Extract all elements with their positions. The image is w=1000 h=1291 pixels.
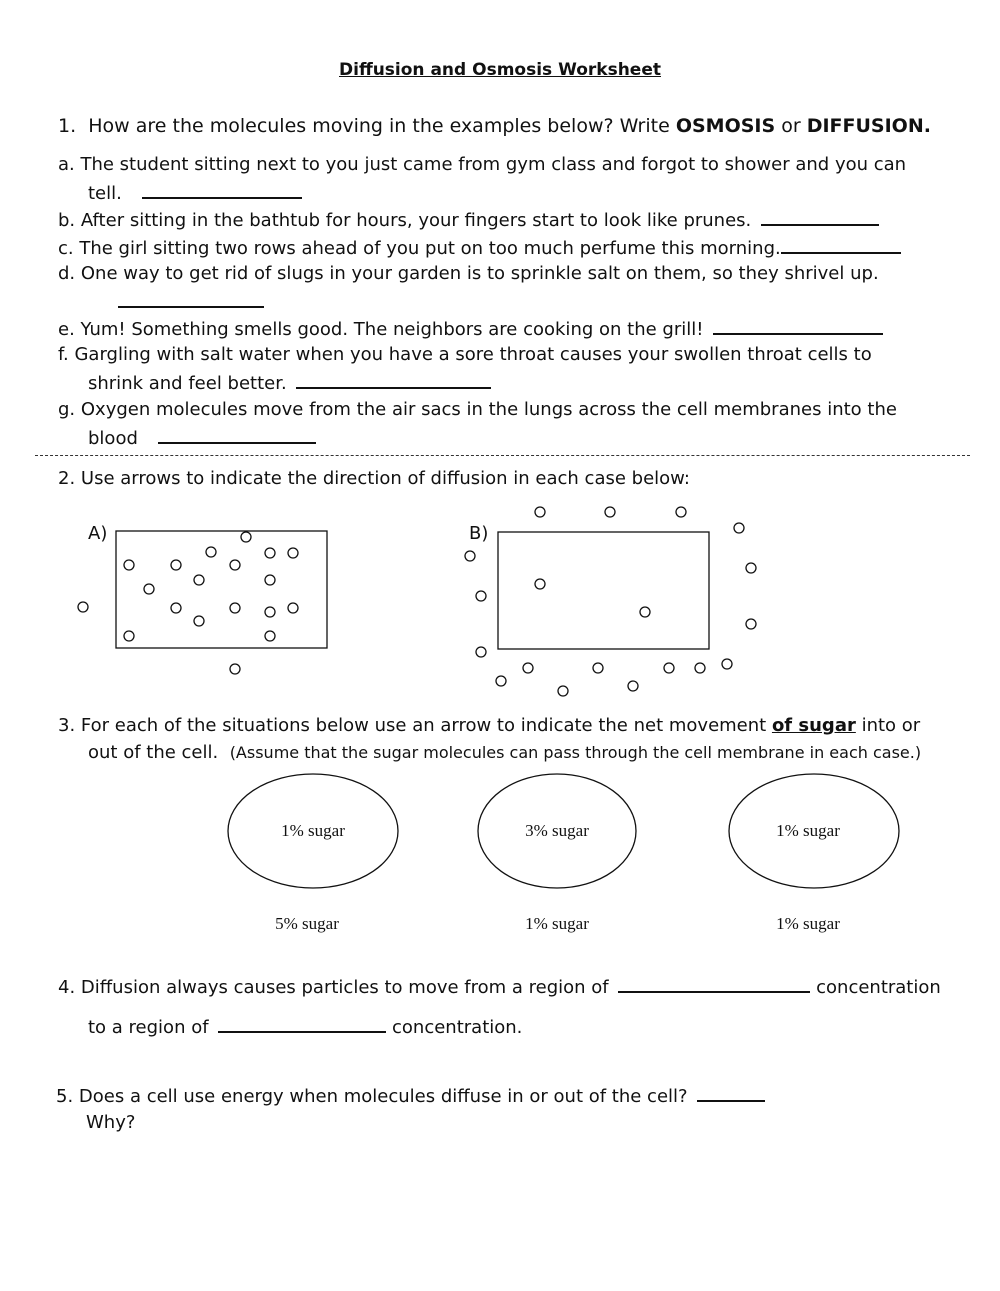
molecule <box>78 602 88 612</box>
q1g-line1: g. Oxygen molecules move from the air sacs in the lungs across the cell membranes into the <box>58 399 897 420</box>
molecule <box>194 575 204 585</box>
molecule <box>144 584 154 594</box>
q1-osmosis: OSMOSIS <box>675 115 776 137</box>
q5-line1 <box>56 1084 765 1108</box>
q1f-line1: f. Gargling with salt water when you have a sore throat causes your swollen throat cells to <box>58 344 872 365</box>
molecule <box>230 560 240 570</box>
q1b-text: b. After sitting in the bathtub for hours, your fingers start to look like prunes. <box>58 210 752 231</box>
molecule <box>288 548 298 558</box>
molecule <box>605 507 615 517</box>
molecule <box>265 575 275 585</box>
molecule <box>476 647 486 657</box>
q1c-text: c. The girl sitting two rows ahead of you put on too much perfume this morning. <box>58 238 781 259</box>
molecule <box>593 663 603 673</box>
molecule <box>746 619 756 629</box>
cell-1-inside: 1% sugar <box>281 821 345 840</box>
q4-line1 <box>58 975 941 999</box>
q5-answer-blank[interactable] <box>697 1084 765 1102</box>
molecule <box>124 560 134 570</box>
q2-prompt: 2. Use arrows to indicate the direction of diffusion in each case below: <box>58 468 690 489</box>
q2-label-a: A) <box>88 523 108 544</box>
q4-line1-post: concentration <box>816 977 941 998</box>
q1d-line1: d. One way to get rid of slugs in your garden is to sprinkle salt on them, so they shrivel up. <box>58 263 879 284</box>
q1a-tell: tell. <box>88 183 122 204</box>
molecule <box>171 603 181 613</box>
cell-2-outside: 1% sugar <box>525 914 589 933</box>
q3-line1 <box>58 715 920 737</box>
molecule <box>476 591 486 601</box>
molecule <box>241 532 251 542</box>
q3-note: (Assume that the sugar molecules can pass through the cell membrane in each case.) <box>229 743 922 762</box>
molecule <box>265 631 275 641</box>
cell-3-outside: 1% sugar <box>776 914 840 933</box>
molecule <box>722 659 732 669</box>
q4-blank-1[interactable] <box>618 975 810 993</box>
cell-2-inside: 3% sugar <box>525 821 589 840</box>
molecule <box>640 607 650 617</box>
q3-line2 <box>88 742 921 764</box>
q3-of-sugar: of sugar <box>771 715 856 736</box>
molecule <box>465 551 475 561</box>
q5-why: Why? <box>86 1112 136 1133</box>
q2-label-b: B) <box>469 523 489 544</box>
q1-number: 1. <box>58 115 77 137</box>
q1-or: or <box>775 115 807 137</box>
molecule <box>288 603 298 613</box>
q3-line1-post: into or <box>855 715 921 736</box>
q4-line2-post: concentration. <box>392 1017 523 1038</box>
molecule <box>734 523 744 533</box>
molecule <box>628 681 638 691</box>
molecule <box>676 507 686 517</box>
q1g-text2: blood <box>88 428 138 449</box>
molecule <box>523 663 533 673</box>
q5-text: 5. Does a cell use energy when molecules diffuse in or out of the cell? <box>56 1086 688 1107</box>
q1-prompt-text: How are the molecules moving in the examples below? Write <box>88 115 676 137</box>
molecule <box>194 616 204 626</box>
q4-line2-pre: to a region of <box>88 1017 209 1038</box>
molecule <box>535 507 545 517</box>
molecule <box>230 603 240 613</box>
molecule <box>558 686 568 696</box>
molecule <box>230 664 240 674</box>
molecule <box>695 663 705 673</box>
molecule <box>746 563 756 573</box>
diagram-b-box <box>498 532 709 649</box>
molecule <box>206 547 216 557</box>
molecule <box>496 676 506 686</box>
q1f-text2: shrink and feel better. <box>88 373 287 394</box>
molecule <box>664 663 674 673</box>
molecule <box>265 548 275 558</box>
molecule <box>171 560 181 570</box>
q1a-line1: a. The student sitting next to you just came from gym class and forgot to shower and you can <box>58 154 907 175</box>
molecule <box>124 631 134 641</box>
molecule <box>265 607 275 617</box>
q4-line1-pre: 4. Diffusion always causes particles to move from a region of <box>58 977 609 998</box>
cell-3-inside: 1% sugar <box>776 821 840 840</box>
q1e-text: e. Yum! Something smells good. The neighbors are cooking on the grill! <box>58 319 704 340</box>
cell-1-outside: 5% sugar <box>275 914 339 933</box>
worksheet-title: Diffusion and Osmosis Worksheet <box>339 60 661 80</box>
q3-line2-text: out of the cell. <box>88 742 219 763</box>
q3-line1-pre: 3. For each of the situations below use an arrow to indicate the net movement <box>58 715 772 736</box>
molecule <box>535 579 545 589</box>
q4-blank-2[interactable] <box>218 1015 386 1033</box>
q1-diffusion: DIFFUSION. <box>806 115 931 137</box>
q4-line2 <box>88 1015 522 1039</box>
